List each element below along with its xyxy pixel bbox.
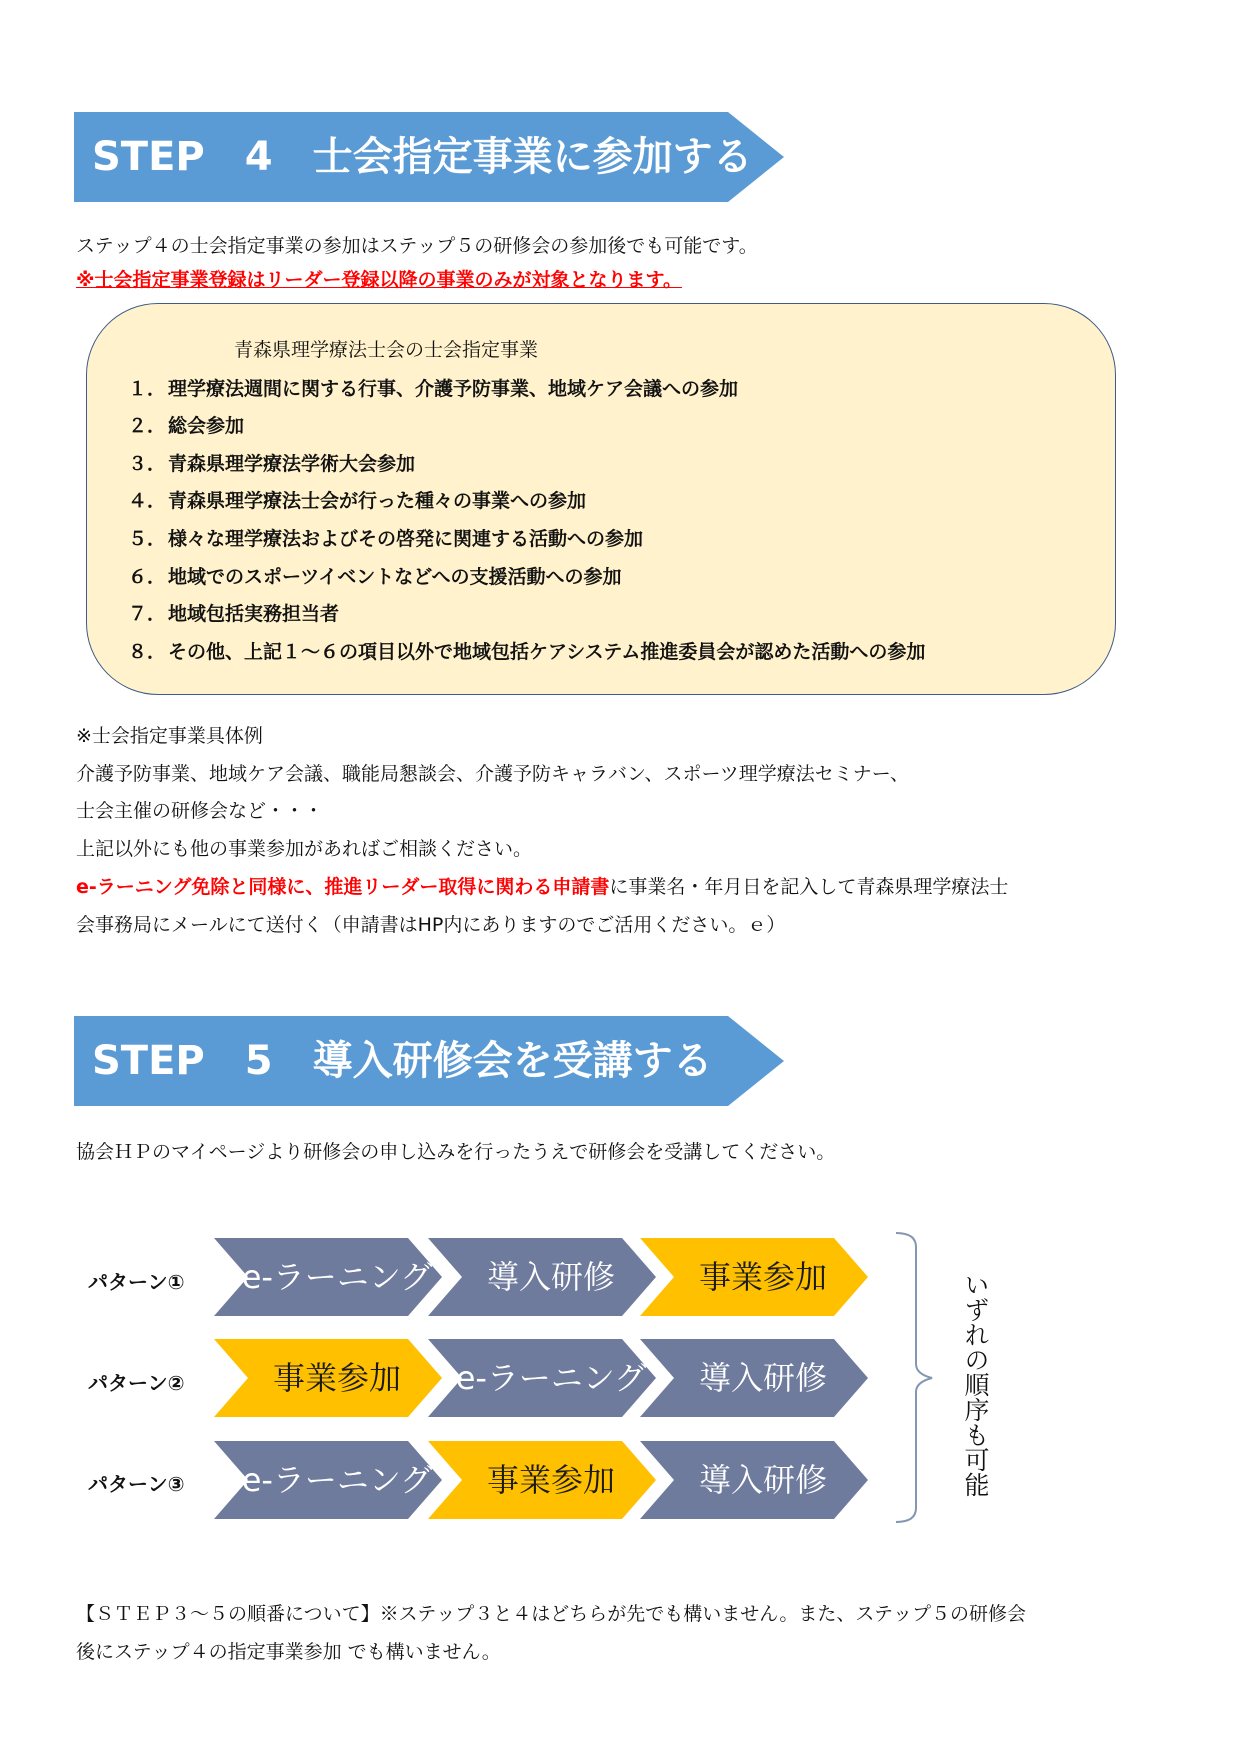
box-title: 青森県理学療法士会の士会指定事業 [234, 339, 539, 361]
step5-intro: 協会ＨＰのマイページより研修会の申し込みを行ったうえで研修会を受講してください。 [76, 1141, 836, 1163]
step4-intro: ステップ４の士会指定事業の参加はステップ５の研修会の参加後でも可能です。 [76, 235, 758, 257]
any-order-note: いずれの順序も可能 [961, 1272, 990, 1497]
list-item: ３． 青森県理学療法学術大会参加 [128, 453, 416, 475]
list-item: １． 理学療法週間に関する行事、介護予防事業、地域ケア会議への参加 [128, 378, 739, 400]
chevron-label: 導入研修 [698, 1461, 827, 1499]
chevron-label: 事業参加 [486, 1461, 615, 1499]
chevron-label: e-ラーニング [241, 1461, 433, 1499]
consult-text: 上記以外にも他の事業参加があればご相談ください。 [76, 838, 533, 860]
chevron-label: 導入研修 [486, 1258, 615, 1296]
list-item: ８． その他、上記１～６の項目以外で地域包括ケアシステム推進委員会が認めた活動への参加 [128, 641, 926, 663]
list-item: ５． 様々な理学療法およびその啓発に関連する活動への参加 [128, 528, 644, 550]
examples-line: 士会主催の研修会など・・・ [76, 800, 324, 822]
apply-instruction: e-ラーニング免除と同様に、推進リーダー取得に関わる申請書に事業名・年月日を記入して青森県理学療法士 [76, 876, 1009, 898]
examples-heading: ※士会指定事業具体例 [76, 725, 263, 747]
pattern-label: パターン③ [88, 1472, 185, 1496]
chevron-label: 事業参加 [272, 1359, 401, 1397]
pattern-label: パターン① [88, 1270, 185, 1294]
pattern-label: パターン② [88, 1371, 185, 1395]
list-item: ４． 青森県理学療法士会が行った種々の事業への参加 [128, 490, 587, 512]
list-item: ２． 総会参加 [128, 415, 245, 437]
step4-title: STEP 4 士会指定事業に参加する [92, 134, 753, 180]
examples-line: 介護予防事業、地域ケア会議、職能局懇談会、介護予防キャラバン、スポーツ理学療法セミナー、 [76, 763, 909, 785]
list-item: ６． 地域でのスポーツイベントなどへの支援活動への参加 [128, 566, 622, 588]
step4-notice: ※士会指定事業登録はリーダー登録以降の事業のみが対象となります。 [76, 269, 682, 291]
brace [896, 1233, 932, 1522]
chevron-label: 事業参加 [698, 1258, 827, 1296]
chevron-label: e-ラーニング [241, 1258, 433, 1296]
order-note: 【ＳＴＥＰ３～５の順番について】※ステップ３と４はどちらが先でも構いません。また、ステップ５の研修会 [76, 1603, 1027, 1625]
order-note: 後にステップ４の指定事業参加 でも構いません。 [76, 1641, 501, 1663]
chevron-label: 導入研修 [698, 1359, 827, 1397]
chevron-label: e-ラーニング [455, 1359, 647, 1397]
apply-instruction-cont: 会事務局にメールにて送付く（申請書はHP内にありますのでご活用ください。ｅ） [76, 914, 786, 936]
list-item: ７． 地域包括実務担当者 [128, 603, 340, 625]
step5-title: STEP 5 導入研修会を受講する [92, 1038, 713, 1084]
